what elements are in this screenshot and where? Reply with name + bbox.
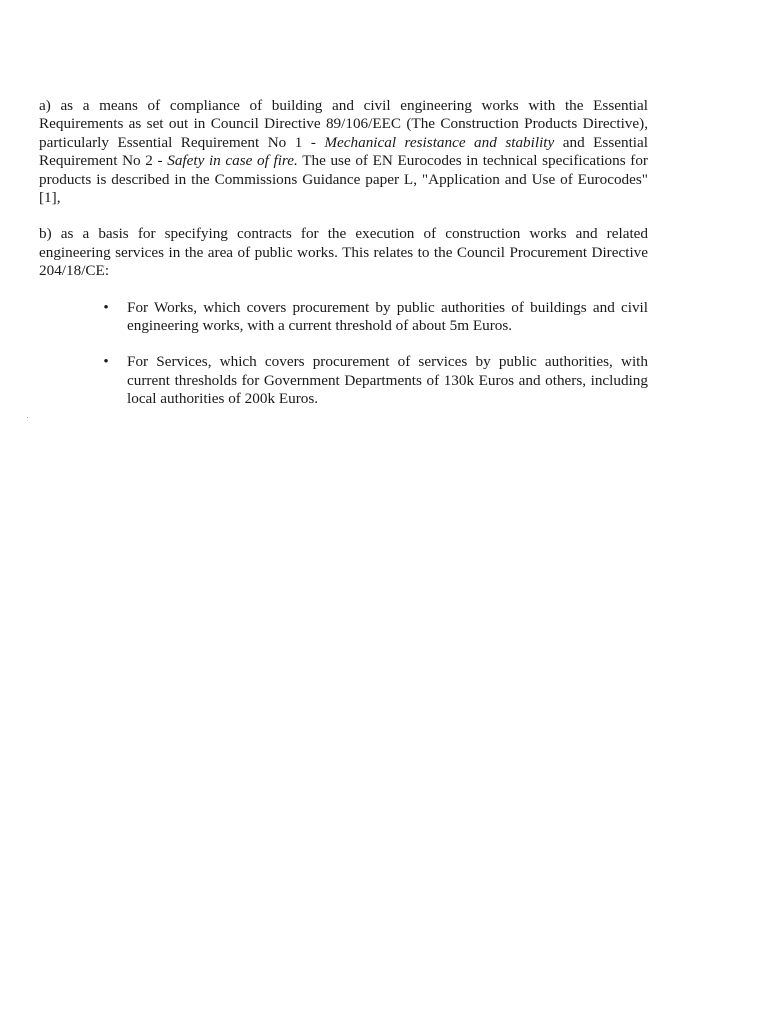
bullet-text-works: For Works, which covers procurement by public authorities of buildings and civil engineering works, with a current threshold of about 5m Euros. bbox=[127, 298, 648, 335]
paragraph-a-text-1: a) as a means of compliance of building and civil engineering works with the Essential Requirements as set out in Council Directive 89/106/EEC (The Construction Products Directive), particularly Essential Requirement No 1 - bbox=[39, 97, 648, 151]
bullet-item-works bbox=[39, 299, 648, 336]
paragraph-a bbox=[39, 97, 648, 207]
document-body bbox=[39, 97, 648, 427]
bullet-icon: • bbox=[103, 353, 109, 371]
bullet-list bbox=[39, 299, 648, 409]
paragraph-b bbox=[39, 225, 648, 280]
paragraph-a-italic-fire: Safety in case of fire. bbox=[167, 152, 298, 170]
paragraph-b-text: b) as a basis for specifying contracts for the execution of construction works and related engineering services in the area of public works. This relates to the Council Procurement Directive 204/18/CE: bbox=[39, 225, 648, 280]
bullet-icon: • bbox=[103, 298, 109, 316]
bullet-text-services: For Services, which covers procurement of services by public authorities, with current thresholds for Government Departments of 130k Euros and others, including local authorities of 200k Euros. bbox=[127, 353, 648, 408]
bullet-item-services bbox=[39, 353, 648, 408]
paragraph-a-italic-mechanical: Mechanical resistance and stability bbox=[324, 133, 555, 151]
paragraph-a-text-3: The use of EN Eurocodes in technical specifications for products is described in the Commissions Guidance paper L, "Application and Use of Eurocodes" [1], bbox=[39, 152, 648, 207]
scan-speck bbox=[27, 417, 28, 418]
paragraph-a-text-2: and Essential Requirement No 2 - bbox=[39, 133, 648, 170]
